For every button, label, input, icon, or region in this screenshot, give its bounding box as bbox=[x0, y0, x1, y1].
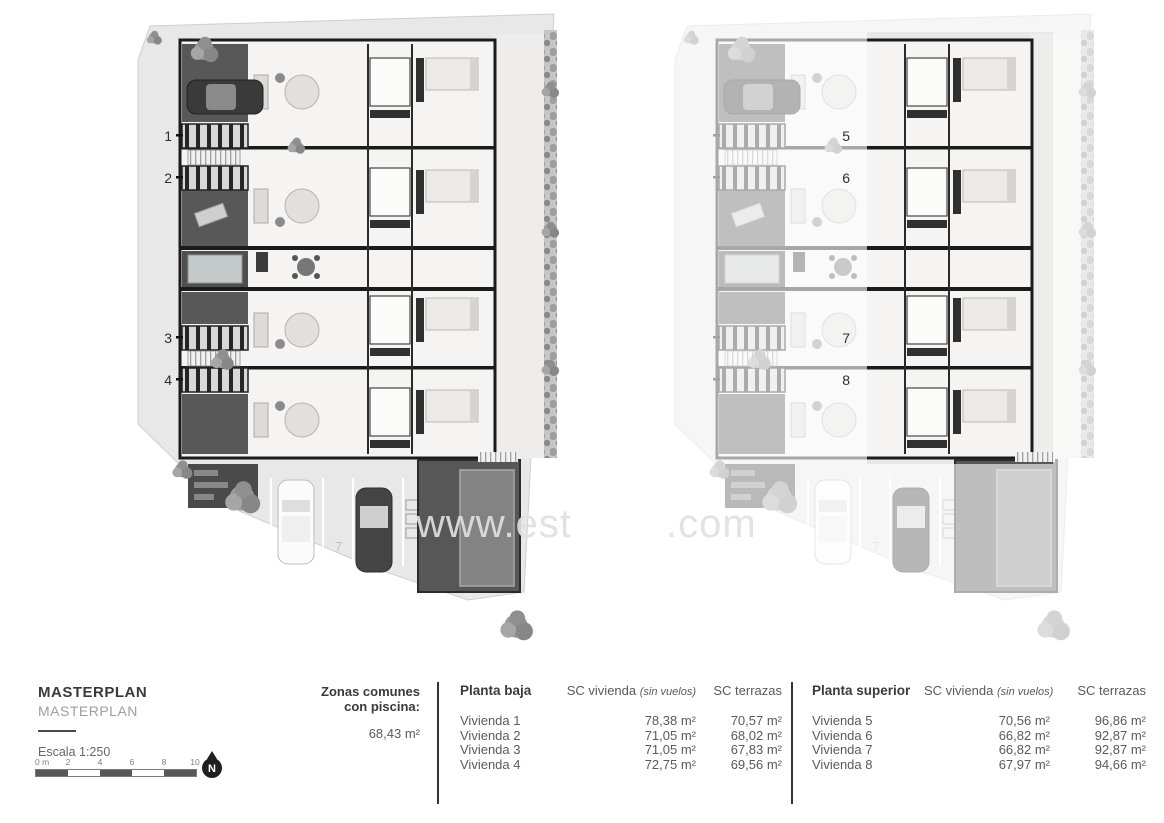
table-row bbox=[460, 758, 782, 773]
planta-baja-table bbox=[460, 684, 782, 773]
scale-tick-10: 10 bbox=[190, 757, 200, 767]
sheet-title: MASTERPLAN bbox=[38, 684, 148, 701]
sheet-subtitle: MASTERPLAN bbox=[38, 703, 138, 719]
common-areas-heading-1: Zonas comunes bbox=[321, 684, 420, 699]
unit-name: Vivienda 3 bbox=[460, 742, 521, 758]
sc-terrazas-value: 68,02 m² bbox=[730, 727, 782, 743]
sc-vivienda-value: 78,38 m² bbox=[644, 712, 696, 728]
unit-name: Vivienda 6 bbox=[812, 727, 873, 743]
watermark-text-prefix: www.est bbox=[416, 502, 572, 546]
scale-label: Escala 1:250 bbox=[38, 745, 111, 759]
table-row bbox=[460, 714, 782, 729]
scale-tick-2: 2 bbox=[65, 757, 71, 767]
table-row bbox=[812, 743, 1146, 758]
unit-label-6: 6 bbox=[842, 170, 850, 186]
north-arrow-icon bbox=[199, 751, 225, 781]
sc-vivienda-value: 71,05 m² bbox=[644, 727, 696, 743]
unit-label-7: 7 bbox=[842, 330, 850, 346]
unit-label-5: 5 bbox=[842, 128, 850, 144]
unit-label-3: 3 bbox=[164, 330, 172, 346]
common-areas-value: 68,43 m² bbox=[368, 726, 420, 741]
unit-label-1: 1 bbox=[164, 128, 172, 144]
sc-vivienda-value: 72,75 m² bbox=[644, 757, 696, 773]
unit-name: Vivienda 8 bbox=[812, 757, 873, 773]
sc-terrazas-value: 67,83 m² bbox=[730, 742, 782, 758]
col-sc-vivienda: SC vivienda (sin vuelos) bbox=[566, 683, 696, 698]
table-row bbox=[812, 758, 1146, 773]
common-areas-block bbox=[292, 684, 420, 741]
sc-terrazas-value: 92,87 m² bbox=[1094, 742, 1146, 758]
sc-terrazas-value: 70,57 m² bbox=[730, 712, 782, 728]
unit-name: Vivienda 5 bbox=[812, 712, 873, 728]
scale-tick-8: 8 bbox=[161, 757, 167, 767]
planta-superior-floorplan bbox=[667, 0, 1097, 660]
col-sc-terrazas: SC terrazas bbox=[1077, 683, 1146, 698]
footer-divider-2 bbox=[791, 682, 793, 804]
unit-name: Vivienda 2 bbox=[460, 727, 521, 743]
unit-label-4: 4 bbox=[164, 372, 172, 388]
unit-name: Vivienda 4 bbox=[460, 757, 521, 773]
scale-tick-6: 6 bbox=[129, 757, 135, 767]
scale-tick-4: 4 bbox=[97, 757, 103, 767]
planta-superior-table bbox=[812, 684, 1146, 773]
table-row bbox=[460, 729, 782, 744]
common-areas-heading-2: con piscina: bbox=[344, 699, 420, 714]
sc-terrazas-value: 69,56 m² bbox=[730, 757, 782, 773]
footer-divider-1 bbox=[437, 682, 439, 804]
table-row bbox=[812, 729, 1146, 744]
sc-vivienda-value: 66,82 m² bbox=[998, 742, 1050, 758]
sc-vivienda-value: 66,82 m² bbox=[998, 727, 1050, 743]
sc-vivienda-value: 67,97 m² bbox=[998, 757, 1050, 773]
title-block bbox=[38, 684, 258, 759]
planta-baja-title: Planta baja bbox=[460, 683, 532, 698]
north-letter: N bbox=[208, 763, 216, 775]
title-rule bbox=[38, 730, 76, 732]
sc-vivienda-value: 70,56 m² bbox=[998, 712, 1050, 728]
table-row bbox=[460, 743, 782, 758]
unit-label-2: 2 bbox=[164, 170, 172, 186]
col-sc-vivienda: SC vivienda (sin vuelos) bbox=[924, 683, 1054, 698]
sc-terrazas-value: 96,86 m² bbox=[1094, 712, 1146, 728]
planta-superior-title: Planta superior bbox=[812, 683, 911, 698]
scale-tick-0: 0 m bbox=[35, 757, 50, 767]
sc-terrazas-value: 94,66 m² bbox=[1094, 757, 1146, 773]
sc-vivienda-value: 71,05 m² bbox=[644, 742, 696, 758]
unit-name: Vivienda 7 bbox=[812, 742, 873, 758]
col-sc-terrazas: SC terrazas bbox=[713, 683, 782, 698]
table-row bbox=[812, 714, 1146, 729]
unit-label-8: 8 bbox=[842, 372, 850, 388]
watermark-text-suffix: .com bbox=[666, 502, 757, 546]
unit-name: Vivienda 1 bbox=[460, 712, 521, 728]
planta-baja-floorplan bbox=[130, 0, 560, 660]
sc-terrazas-value: 92,87 m² bbox=[1094, 727, 1146, 743]
scale-bar-segments bbox=[35, 769, 197, 777]
